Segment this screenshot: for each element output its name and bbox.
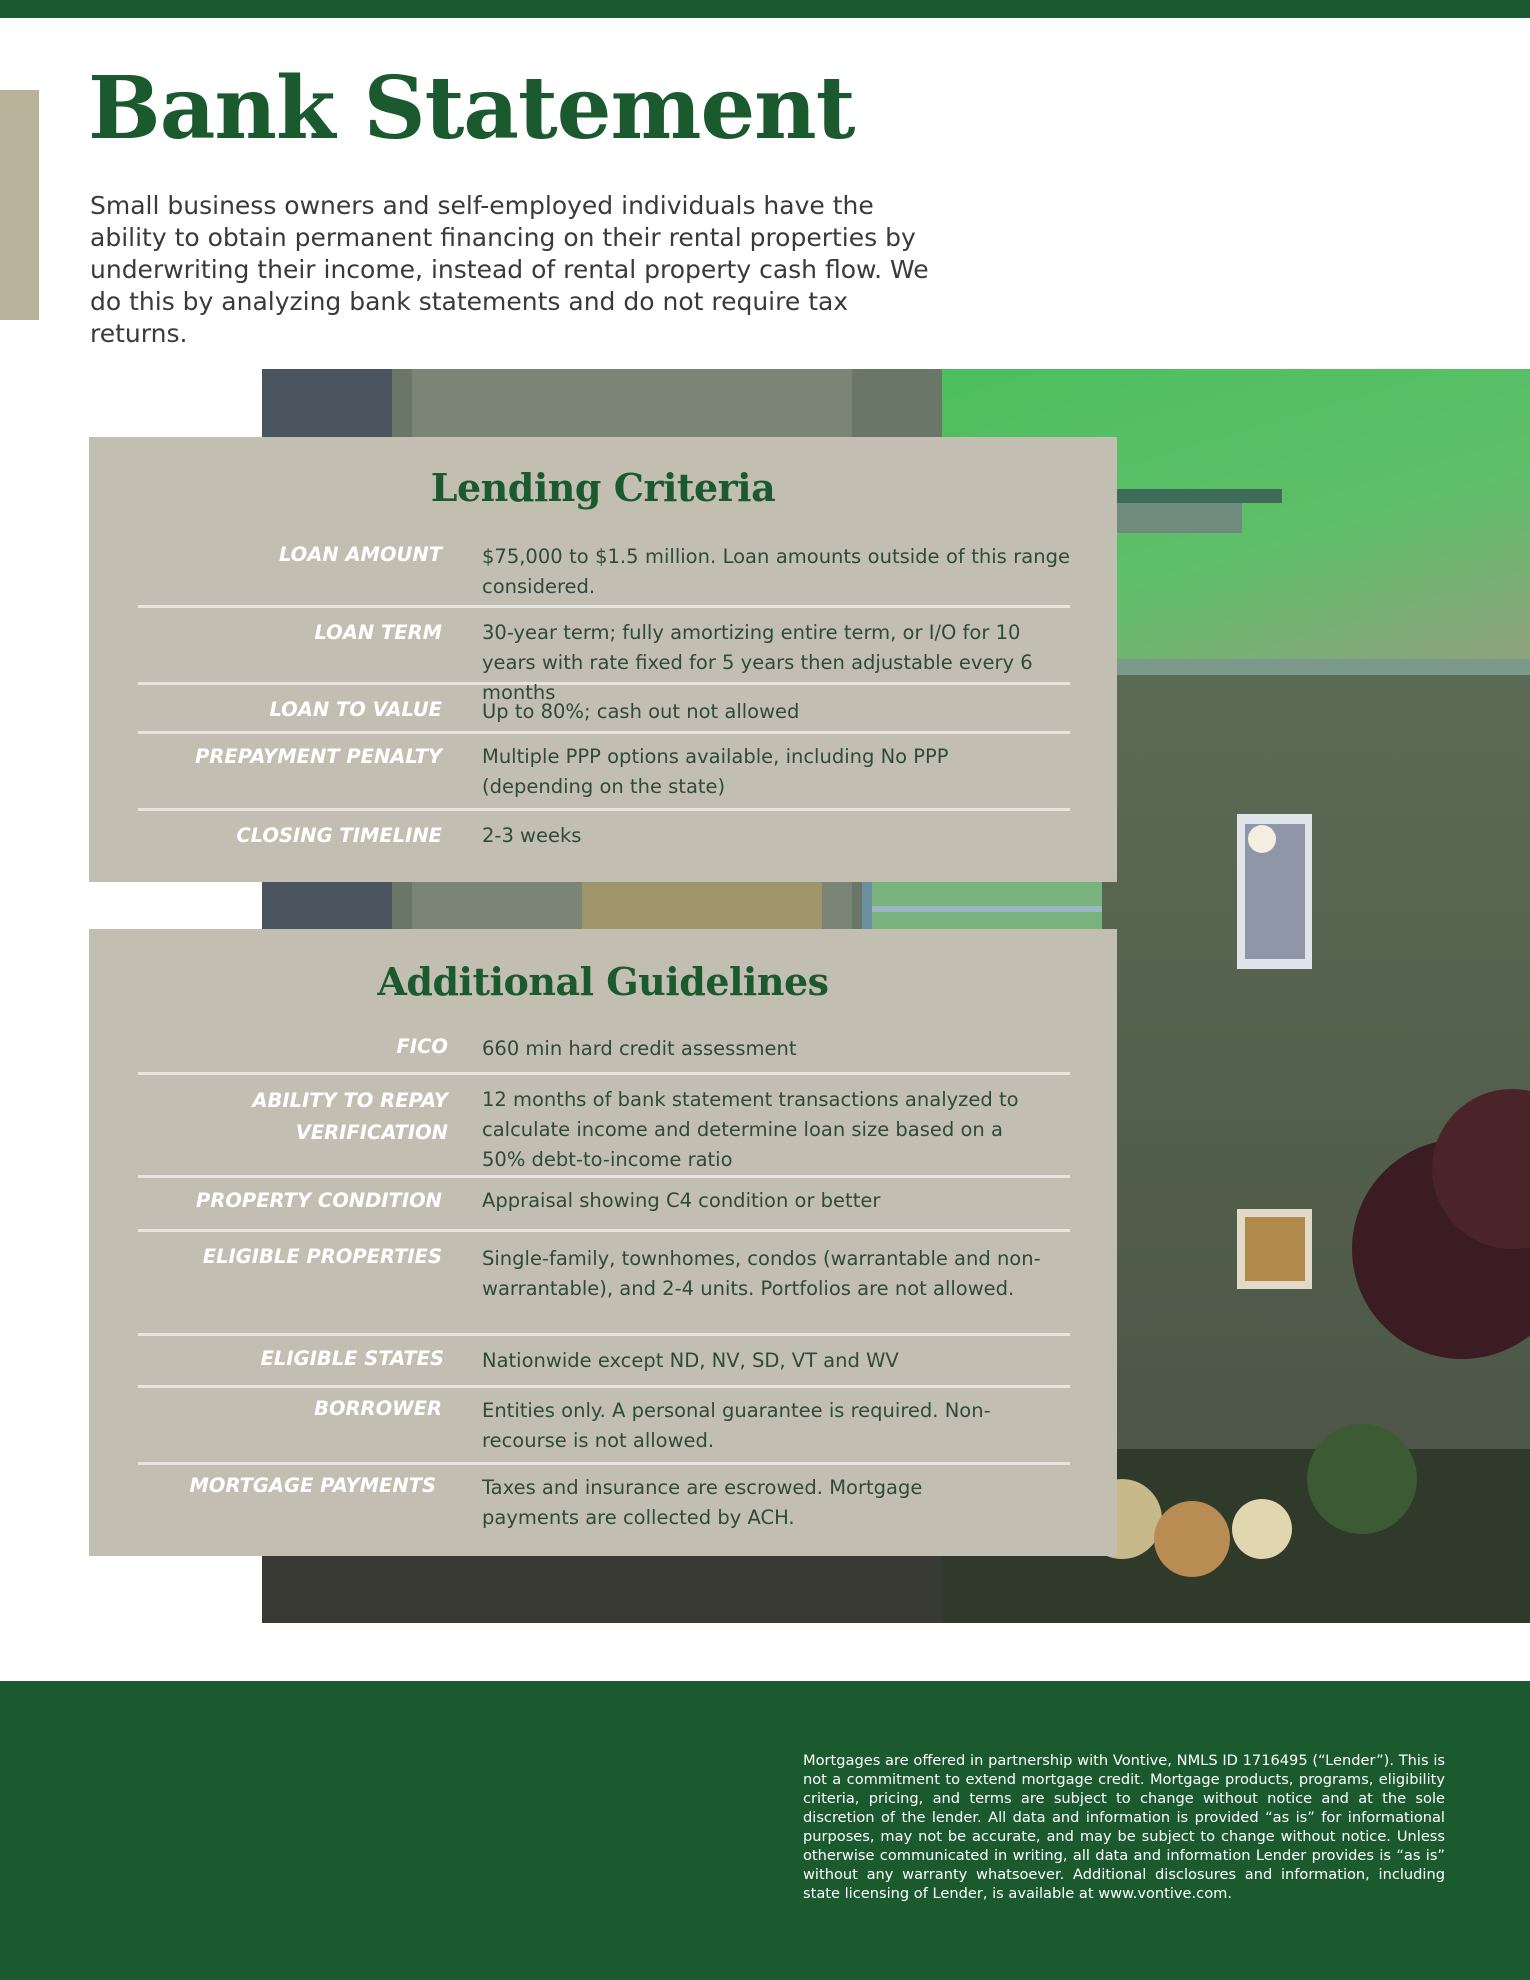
row-value: 30-year term; fully amortizing entire term, or I/O for 10 years with rate fixed for 5 years then adjustable every 6 months bbox=[482, 621, 1033, 704]
criteria-row-prepayment-penalty bbox=[138, 734, 1070, 811]
row-label: LOAN TO VALUE bbox=[269, 698, 442, 721]
row-value: Multiple PPP options available, including No PPP (depending on the state) bbox=[482, 745, 949, 798]
top-color-bar bbox=[0, 0, 1530, 18]
criteria-row-loan-to-value bbox=[138, 685, 1070, 734]
guideline-row-property-condition bbox=[138, 1178, 1070, 1232]
lending-criteria-panel bbox=[89, 437, 1117, 882]
row-label: BORROWER bbox=[314, 1397, 442, 1420]
additional-guidelines-panel bbox=[89, 929, 1117, 1556]
row-value: Single-family, townhomes, condos (warrantable and non-warrantable), and 2-4 units. Portfolios are not allowed. bbox=[482, 1247, 1041, 1300]
row-value: Taxes and insurance are escrowed. Mortgage payments are collected by ACH. bbox=[482, 1476, 923, 1529]
row-label: ABILITY TO REPAY VERIFICATION bbox=[252, 1089, 448, 1144]
row-label: PROPERTY CONDITION bbox=[196, 1189, 442, 1212]
row-label: CLOSING TIMELINE bbox=[236, 824, 442, 847]
guideline-row-ability-to-repay bbox=[138, 1075, 1070, 1178]
row-label: PREPAYMENT PENALTY bbox=[195, 745, 442, 768]
row-value: Nationwide except ND, NV, SD, VT and WV bbox=[482, 1349, 899, 1372]
row-value: 2-3 weeks bbox=[482, 824, 582, 847]
row-label: FICO bbox=[396, 1035, 448, 1058]
guideline-row-borrower bbox=[138, 1388, 1070, 1465]
row-value: 660 min hard credit assessment bbox=[482, 1037, 797, 1060]
intro-paragraph: Small business owners and self-employed individuals have the ability to obtain permanent financing on their rental properties by underwriting their income, instead of rental property cash flow. We do this by analyzing bank statements and do not require tax returns. bbox=[90, 191, 929, 348]
accent-bar bbox=[0, 90, 39, 320]
criteria-row-closing-timeline bbox=[138, 811, 1070, 861]
row-value: Appraisal showing C4 condition or better bbox=[482, 1189, 881, 1212]
criteria-row-loan-amount bbox=[138, 538, 1070, 608]
footer-disclaimer: Mortgages are offered in partnership with Vontive, NMLS ID 1716495 (“Lender”). This is not a commitment to extend mortgage credit. Mortgage products, programs, eligibility criteria, pricing, and terms are subject to change without notice and at the sole discretion of the lender. All data and information is provided “as is” for informational purposes, may not be accurate, and may be subject to change without notice. Unless otherwise communicated in writing, all data and information Lender provides is “as is” without any warranty whatsoever. Additional disclosures and information, including state licensing of Lender, is available at www.vontive.com. bbox=[803, 1752, 1445, 1902]
criteria-row-loan-term bbox=[138, 608, 1070, 704]
row-value: Up to 80%; cash out not allowed bbox=[482, 700, 800, 723]
page-title: Bank Statement bbox=[88, 58, 855, 159]
row-label: LOAN AMOUNT bbox=[278, 543, 442, 566]
row-value: Entities only. A personal guarantee is required. Non-recourse is not allowed. bbox=[482, 1399, 991, 1452]
row-value: 12 months of bank statement transactions analyzed to calculate income and determine loan size based on a 50% debt-to-income ratio bbox=[482, 1088, 1019, 1171]
lending-criteria-heading: Lending Criteria bbox=[430, 465, 776, 510]
row-label: ELIGIBLE STATES bbox=[260, 1347, 444, 1370]
row-label: LOAN TERM bbox=[314, 621, 442, 644]
row-label: MORTGAGE PAYMENTS bbox=[189, 1474, 436, 1497]
guideline-row-fico bbox=[138, 1030, 1070, 1075]
row-value: $75,000 to $1.5 million. Loan amounts outside of this range considered. bbox=[482, 545, 1070, 598]
row-label: ELIGIBLE PROPERTIES bbox=[202, 1245, 442, 1268]
guideline-row-eligible-states bbox=[138, 1336, 1070, 1388]
guideline-row-eligible-properties bbox=[138, 1232, 1070, 1336]
additional-guidelines-heading: Additional Guidelines bbox=[377, 959, 829, 1004]
guideline-row-mortgage-payments bbox=[138, 1465, 1070, 1535]
